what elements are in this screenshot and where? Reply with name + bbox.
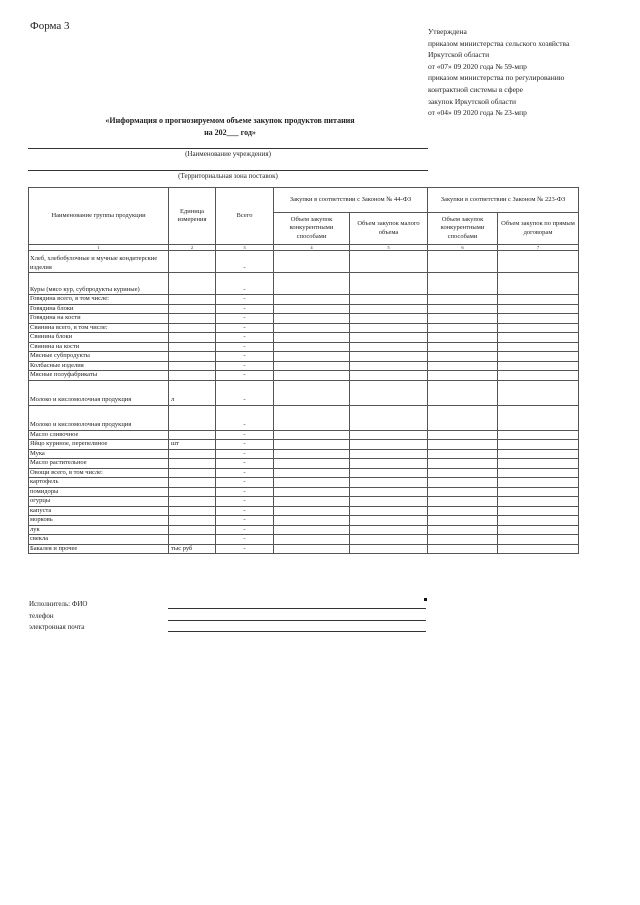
title-line: «Информация о прогнозируемом объеме закупок продуктов питания — [105, 116, 355, 125]
law223-competitive-cell[interactable] — [428, 251, 498, 273]
unit-cell — [169, 333, 216, 343]
law44-small-cell[interactable] — [350, 405, 428, 430]
law44-small-cell[interactable] — [350, 506, 428, 516]
law223-competitive-cell[interactable] — [428, 459, 498, 469]
law223-competitive-cell[interactable] — [428, 430, 498, 440]
table-row — [29, 449, 579, 459]
column-number: 4 — [274, 245, 350, 251]
product-name-cell: свекла — [29, 535, 169, 545]
law44-small-cell[interactable] — [350, 304, 428, 314]
approval-line: Утверждена — [428, 27, 467, 36]
product-name-cell: Молоко и кисломолочная продукция — [29, 380, 169, 405]
zone-caption: (Территориальная зона поставок) — [178, 172, 278, 180]
total-cell: - — [216, 449, 274, 459]
product-name-cell: Масло растительное — [29, 459, 169, 469]
header-law-44: Закупки в соответствии с Законом № 44-ФЗ — [274, 188, 428, 213]
unit-cell: шт — [169, 440, 216, 450]
total-cell: - — [216, 273, 274, 295]
total-cell: - — [216, 478, 274, 488]
product-name-cell: Говядина блоки — [29, 304, 169, 314]
table-row — [29, 544, 579, 554]
law223-direct-cell[interactable] — [498, 525, 579, 535]
table-row — [29, 405, 579, 430]
unit-cell — [169, 371, 216, 381]
email-label: электронная почта — [29, 623, 85, 631]
table-row — [29, 535, 579, 545]
law223-direct-cell[interactable] — [498, 304, 579, 314]
approval-line: приказом министерства по регулированию — [428, 73, 565, 83]
institution-caption: (Наименование учреждения) — [185, 150, 271, 158]
law44-small-cell[interactable] — [350, 295, 428, 305]
unit-cell — [169, 535, 216, 545]
column-number: 3 — [216, 245, 274, 251]
table-row — [29, 371, 579, 381]
approval-line: от «07» 09 2020 года № 59-мпр — [428, 61, 527, 71]
law44-competitive-cell[interactable] — [274, 440, 350, 450]
executor-label: Исполнитель: ФИО — [29, 600, 88, 608]
law44-small-cell[interactable] — [350, 251, 428, 273]
law44-competitive-cell[interactable] — [274, 251, 350, 273]
total-cell: - — [216, 535, 274, 545]
law223-direct-cell[interactable] — [498, 430, 579, 440]
header-223-competitive: Объем закупок конкурентными способами — [428, 213, 498, 245]
law223-competitive-cell[interactable] — [428, 380, 498, 405]
law44-competitive-cell[interactable] — [274, 430, 350, 440]
unit-cell — [169, 361, 216, 371]
law44-competitive-cell[interactable] — [274, 535, 350, 545]
total-cell: - — [216, 440, 274, 450]
unit-cell — [169, 478, 216, 488]
table-row — [29, 487, 579, 497]
product-name-cell: Куры (мясо кур, субпродукты куриные) — [29, 273, 169, 295]
unit-cell — [169, 506, 216, 516]
table-row — [29, 304, 579, 314]
law223-competitive-cell[interactable] — [428, 525, 498, 535]
total-cell: - — [216, 497, 274, 507]
law223-direct-cell[interactable] — [498, 459, 579, 469]
law44-competitive-cell[interactable] — [274, 468, 350, 478]
law223-direct-cell[interactable] — [498, 314, 579, 324]
law44-small-cell[interactable] — [350, 459, 428, 469]
law223-competitive-cell[interactable] — [428, 323, 498, 333]
law44-competitive-cell[interactable] — [274, 342, 350, 352]
unit-cell — [169, 525, 216, 535]
approval-line: приказом министерства сельского хозяйства — [428, 38, 570, 48]
law44-small-cell[interactable] — [350, 361, 428, 371]
table-row — [29, 468, 579, 478]
column-number: 6 — [428, 245, 498, 251]
total-cell: - — [216, 487, 274, 497]
law223-competitive-cell[interactable] — [428, 352, 498, 362]
law223-competitive-cell[interactable] — [428, 544, 498, 554]
total-cell: - — [216, 251, 274, 273]
law44-small-cell[interactable] — [350, 371, 428, 381]
table-row — [29, 506, 579, 516]
law223-competitive-cell[interactable] — [428, 506, 498, 516]
table-row — [29, 352, 579, 362]
law44-small-cell[interactable] — [350, 535, 428, 545]
unit-cell — [169, 304, 216, 314]
law44-small-cell[interactable] — [350, 380, 428, 405]
unit-cell — [169, 295, 216, 305]
unit-cell: л — [169, 380, 216, 405]
law44-competitive-cell[interactable] — [274, 459, 350, 469]
law223-direct-cell[interactable] — [498, 251, 579, 273]
table-row — [29, 361, 579, 371]
form-number-label: Форма 3 — [30, 20, 70, 32]
product-name-cell: Яйцо куриное, перепелиное — [29, 440, 169, 450]
law44-competitive-cell[interactable] — [274, 405, 350, 430]
table-row — [29, 342, 579, 352]
unit-cell — [169, 497, 216, 507]
phone-label: телефон — [29, 612, 54, 620]
zone-field-line[interactable] — [28, 170, 428, 171]
header-product-group: Наименование группы продукции — [29, 188, 169, 245]
table-row — [29, 295, 579, 305]
law44-competitive-cell[interactable] — [274, 361, 350, 371]
product-name-cell: Мука — [29, 449, 169, 459]
law223-direct-cell[interactable] — [498, 544, 579, 554]
law223-direct-cell[interactable] — [498, 361, 579, 371]
law223-direct-cell[interactable] — [498, 371, 579, 381]
unit-cell — [169, 449, 216, 459]
table-row — [29, 497, 579, 507]
law223-competitive-cell[interactable] — [428, 295, 498, 305]
title-line: на 202___ год» — [204, 128, 256, 137]
law223-competitive-cell[interactable] — [428, 497, 498, 507]
product-name-cell: Мясные полуфабрикаты — [29, 371, 169, 381]
unit-cell — [169, 487, 216, 497]
unit-cell: тыс руб — [169, 544, 216, 554]
law223-direct-cell[interactable] — [498, 352, 579, 362]
law44-competitive-cell[interactable] — [274, 304, 350, 314]
law44-small-cell[interactable] — [350, 468, 428, 478]
table-row — [29, 440, 579, 450]
law44-competitive-cell[interactable] — [274, 525, 350, 535]
unit-cell — [169, 342, 216, 352]
total-cell: - — [216, 544, 274, 554]
product-name-cell: Свинина блоки — [29, 333, 169, 343]
law223-competitive-cell[interactable] — [428, 405, 498, 430]
law44-small-cell[interactable] — [350, 352, 428, 362]
product-name-cell: Говядина всего, в том числе: — [29, 295, 169, 305]
table-row — [29, 430, 579, 440]
law44-small-cell[interactable] — [350, 314, 428, 324]
law223-direct-cell[interactable] — [498, 342, 579, 352]
unit-cell — [169, 251, 216, 273]
law44-small-cell[interactable] — [350, 544, 428, 554]
table-row — [29, 459, 579, 469]
institution-field-line[interactable] — [28, 148, 428, 149]
product-name-cell: Колбасные изделия — [29, 361, 169, 371]
header-total: Всего — [216, 188, 274, 245]
unit-cell — [169, 314, 216, 324]
approval-line: Иркутской области — [428, 50, 490, 60]
law44-small-cell[interactable] — [350, 449, 428, 459]
column-number: 5 — [350, 245, 428, 251]
table-row — [29, 478, 579, 488]
product-name-cell: Хлеб, хлебобулочные и мучные кондитерские изделия — [29, 251, 169, 273]
header-44-competitive: Объем закупок конкурентными способами — [274, 213, 350, 245]
product-name-cell: Молоко и кисломолочная продукция — [29, 405, 169, 430]
law223-competitive-cell[interactable] — [428, 516, 498, 526]
product-name-cell: Бакалея и прочее — [29, 544, 169, 554]
law44-competitive-cell[interactable] — [274, 352, 350, 362]
table-row — [29, 314, 579, 324]
total-cell: - — [216, 525, 274, 535]
law223-competitive-cell[interactable] — [428, 440, 498, 450]
total-cell: - — [216, 352, 274, 362]
law44-competitive-cell[interactable] — [274, 333, 350, 343]
unit-cell — [169, 405, 216, 430]
law44-competitive-cell[interactable] — [274, 487, 350, 497]
total-cell: - — [216, 314, 274, 324]
table-row — [29, 516, 579, 526]
header-unit: Единица измерения — [169, 188, 216, 245]
approval-line: закупок Иркутской области — [428, 96, 516, 106]
table-row — [29, 525, 579, 535]
law44-small-cell[interactable] — [350, 516, 428, 526]
unit-cell — [169, 468, 216, 478]
law44-small-cell[interactable] — [350, 273, 428, 295]
law223-direct-cell[interactable] — [498, 487, 579, 497]
header-law-223: Закупки в соответствии с Законом № 223-ФЗ — [428, 188, 579, 213]
total-cell: - — [216, 361, 274, 371]
product-name-cell: Говядина на кости — [29, 314, 169, 324]
total-cell: - — [216, 506, 274, 516]
law44-competitive-cell[interactable] — [274, 371, 350, 381]
law223-competitive-cell[interactable] — [428, 487, 498, 497]
unit-cell — [169, 430, 216, 440]
law44-competitive-cell[interactable] — [274, 314, 350, 324]
law44-small-cell[interactable] — [350, 440, 428, 450]
total-cell: - — [216, 304, 274, 314]
law44-small-cell[interactable] — [350, 323, 428, 333]
approval-line: контрактной системы в сфере — [428, 84, 523, 94]
total-cell: - — [216, 323, 274, 333]
procurement-table — [28, 187, 579, 554]
law44-small-cell[interactable] — [350, 497, 428, 507]
law44-competitive-cell[interactable] — [274, 478, 350, 488]
product-name-cell: капуста — [29, 506, 169, 516]
law223-direct-cell[interactable] — [498, 440, 579, 450]
column-number: 7 — [498, 245, 579, 251]
law223-direct-cell[interactable] — [498, 516, 579, 526]
law223-direct-cell[interactable] — [498, 273, 579, 295]
table-row — [29, 333, 579, 343]
table-row — [29, 323, 579, 333]
table-row — [29, 251, 579, 273]
law44-small-cell[interactable] — [350, 487, 428, 497]
law223-competitive-cell[interactable] — [428, 371, 498, 381]
email-field-line[interactable] — [168, 631, 426, 632]
law44-competitive-cell[interactable] — [274, 295, 350, 305]
law44-competitive-cell[interactable] — [274, 323, 350, 333]
table-row — [29, 380, 579, 405]
product-name-cell: Свинина на кости — [29, 342, 169, 352]
document-title — [80, 115, 380, 139]
law44-small-cell[interactable] — [350, 430, 428, 440]
total-cell: - — [216, 380, 274, 405]
column-number: 1 — [29, 245, 169, 251]
unit-cell — [169, 352, 216, 362]
law223-competitive-cell[interactable] — [428, 361, 498, 371]
product-name-cell: Масло сливочное — [29, 430, 169, 440]
product-name-cell: картофель — [29, 478, 169, 488]
law223-competitive-cell[interactable] — [428, 304, 498, 314]
law44-small-cell[interactable] — [350, 342, 428, 352]
unit-cell — [169, 516, 216, 526]
phone-field-line[interactable] — [168, 620, 426, 621]
product-name-cell: огурцы — [29, 497, 169, 507]
header-223-direct: Объем закупок по прямым договорам — [498, 213, 579, 245]
law223-direct-cell[interactable] — [498, 295, 579, 305]
total-cell: - — [216, 295, 274, 305]
law223-competitive-cell[interactable] — [428, 535, 498, 545]
law44-competitive-cell[interactable] — [274, 506, 350, 516]
law223-competitive-cell[interactable] — [428, 478, 498, 488]
approval-block — [428, 26, 628, 119]
law223-competitive-cell[interactable] — [428, 333, 498, 343]
product-name-cell: помидоры — [29, 487, 169, 497]
product-name-cell: Мясные субпродукты — [29, 352, 169, 362]
law223-competitive-cell[interactable] — [428, 342, 498, 352]
law223-direct-cell[interactable] — [498, 380, 579, 405]
total-cell: - — [216, 468, 274, 478]
total-cell: - — [216, 459, 274, 469]
total-cell: - — [216, 371, 274, 381]
total-cell: - — [216, 333, 274, 343]
law223-direct-cell[interactable] — [498, 405, 579, 430]
unit-cell — [169, 323, 216, 333]
law223-competitive-cell[interactable] — [428, 273, 498, 295]
unit-cell — [169, 273, 216, 295]
header-44-small: Объем закупок малого объема — [350, 213, 428, 245]
law44-competitive-cell[interactable] — [274, 273, 350, 295]
law223-direct-cell[interactable] — [498, 449, 579, 459]
law223-competitive-cell[interactable] — [428, 449, 498, 459]
law223-direct-cell[interactable] — [498, 535, 579, 545]
table-row — [29, 273, 579, 295]
total-cell: - — [216, 430, 274, 440]
product-name-cell: морковь — [29, 516, 169, 526]
product-name-cell: Свинина всего, в том числе: — [29, 323, 169, 333]
law44-competitive-cell[interactable] — [274, 497, 350, 507]
law223-direct-cell[interactable] — [498, 506, 579, 516]
total-cell: - — [216, 405, 274, 430]
executor-field-line[interactable] — [168, 608, 426, 609]
law44-competitive-cell[interactable] — [274, 544, 350, 554]
law44-competitive-cell[interactable] — [274, 449, 350, 459]
unit-cell — [169, 459, 216, 469]
law44-small-cell[interactable] — [350, 333, 428, 343]
product-name-cell: Овощи всего, в том числе: — [29, 468, 169, 478]
approval-line: от «04» 09 2020 года № 23-мпр — [428, 108, 527, 118]
law223-direct-cell[interactable] — [498, 323, 579, 333]
law223-direct-cell[interactable] — [498, 478, 579, 488]
law44-competitive-cell[interactable] — [274, 380, 350, 405]
column-number: 2 — [169, 245, 216, 251]
marker-dot — [424, 598, 427, 601]
law223-competitive-cell[interactable] — [428, 314, 498, 324]
law44-competitive-cell[interactable] — [274, 516, 350, 526]
total-cell: - — [216, 516, 274, 526]
law223-direct-cell[interactable] — [498, 497, 579, 507]
law223-direct-cell[interactable] — [498, 333, 579, 343]
law44-small-cell[interactable] — [350, 525, 428, 535]
law223-direct-cell[interactable] — [498, 468, 579, 478]
product-name-cell: лук — [29, 525, 169, 535]
law44-small-cell[interactable] — [350, 478, 428, 488]
law223-competitive-cell[interactable] — [428, 468, 498, 478]
total-cell: - — [216, 342, 274, 352]
